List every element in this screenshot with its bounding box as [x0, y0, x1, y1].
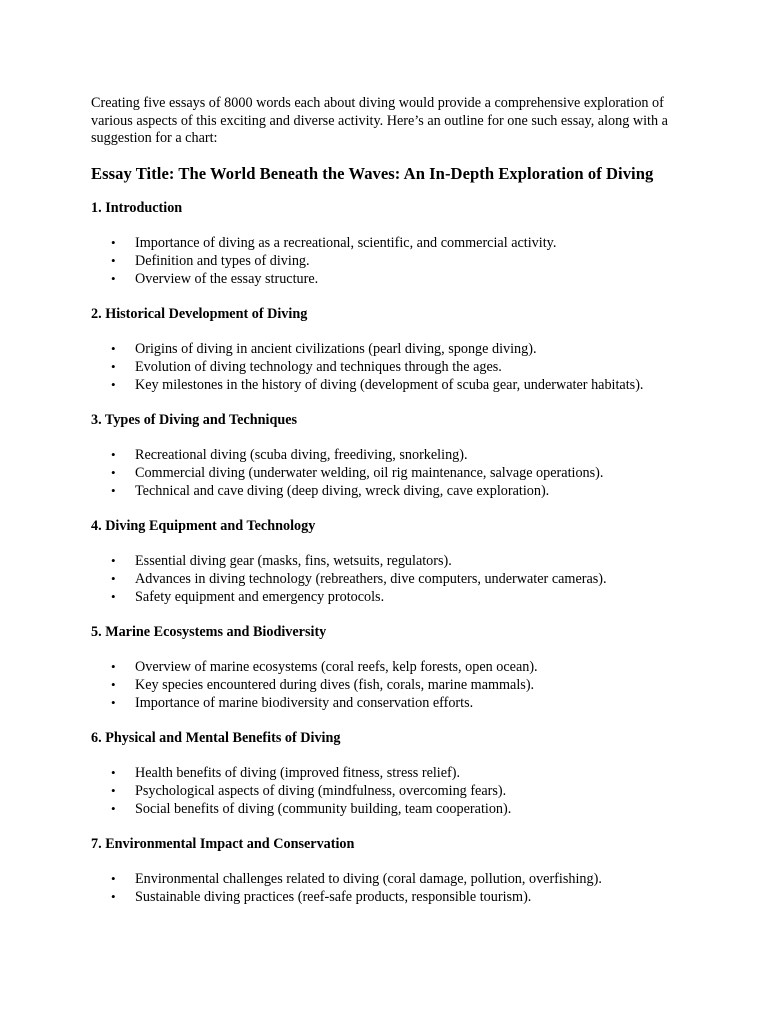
bullet-icon: • [111, 446, 116, 462]
outline-section [91, 411, 691, 500]
bullet-item [91, 676, 691, 694]
bullet-item [91, 464, 691, 482]
bullet-text: Origins of diving in ancient civilizations (pearl diving, sponge diving). [135, 340, 537, 357]
bullet-item [91, 446, 691, 464]
bullet-item [91, 658, 691, 676]
bullet-item [91, 782, 691, 800]
bullet-item [91, 570, 691, 588]
bullet-text: Evolution of diving technology and techniques through the ages. [135, 358, 502, 375]
bullet-item [91, 482, 691, 500]
bullet-item [91, 340, 691, 358]
bullet-text: Technical and cave diving (deep diving, wreck diving, cave exploration). [135, 482, 550, 499]
section-heading: 7. Environmental Impact and Conservation [91, 835, 355, 852]
bullet-list [91, 658, 691, 712]
bullet-item [91, 888, 691, 906]
outline-section [91, 835, 691, 906]
bullet-item [91, 764, 691, 782]
bullet-item [91, 588, 691, 606]
bullet-icon: • [111, 570, 116, 586]
bullet-icon: • [111, 270, 116, 286]
bullet-icon: • [111, 888, 116, 904]
bullet-list [91, 764, 691, 818]
bullet-list [91, 234, 691, 288]
bullet-icon: • [111, 694, 116, 710]
bullet-icon: • [111, 676, 116, 692]
section-heading: 2. Historical Development of Diving [91, 305, 308, 322]
section-heading: 3. Types of Diving and Techniques [91, 411, 298, 428]
bullet-text: Definition and types of diving. [135, 252, 310, 269]
bullet-text: Social benefits of diving (community building, team cooperation). [135, 800, 512, 817]
bullet-text: Essential diving gear (masks, fins, wetsuits, regulators). [135, 552, 452, 569]
bullet-item [91, 870, 691, 888]
outline-section [91, 305, 691, 394]
bullet-item [91, 800, 691, 818]
bullet-icon: • [111, 464, 116, 480]
bullet-item [91, 252, 691, 270]
bullet-item [91, 358, 691, 376]
bullet-text: Commercial diving (underwater welding, oil rig maintenance, salvage operations). [135, 464, 604, 481]
bullet-text: Health benefits of diving (improved fitness, stress relief). [135, 764, 461, 781]
bullet-text: Overview of the essay structure. [135, 270, 319, 287]
bullet-text: Importance of marine biodiversity and conservation efforts. [135, 694, 474, 711]
outline-section [91, 199, 691, 288]
bullet-list [91, 552, 691, 606]
bullet-icon: • [111, 588, 116, 604]
outline-section [91, 623, 691, 712]
bullet-text: Overview of marine ecosystems (coral reefs, kelp forests, open ocean). [135, 658, 538, 675]
bullet-icon: • [111, 870, 116, 886]
bullet-text: Key milestones in the history of diving (development of scuba gear, underwater habitats). [135, 376, 644, 393]
document-page [91, 95, 691, 906]
bullet-item [91, 234, 691, 252]
bullet-text: Psychological aspects of diving (mindfulness, overcoming fears). [135, 782, 507, 799]
bullet-list [91, 870, 691, 906]
bullet-icon: • [111, 552, 116, 568]
bullet-text: Safety equipment and emergency protocols. [135, 588, 385, 605]
bullet-list [91, 446, 691, 500]
bullet-icon: • [111, 800, 116, 816]
bullet-text: Environmental challenges related to diving (coral damage, pollution, overfishing). [135, 870, 602, 887]
bullet-item [91, 376, 691, 394]
intro-paragraph: Creating five essays of 8000 words each about diving would provide a comprehensive exploration of various aspects of this exciting and diverse activity. Here’s an outline for one such essay, along with a suggestion for a chart: [91, 95, 668, 146]
bullet-text: Key species encountered during dives (fish, corals, marine mammals). [135, 676, 535, 693]
bullet-item [91, 694, 691, 712]
bullet-text: Recreational diving (scuba diving, freediving, snorkeling). [135, 446, 468, 463]
bullet-item [91, 552, 691, 570]
bullet-icon: • [111, 782, 116, 798]
bullet-icon: • [111, 376, 116, 392]
bullet-item [91, 270, 691, 288]
bullet-text: Advances in diving technology (rebreathers, dive computers, underwater cameras). [135, 570, 607, 587]
bullet-icon: • [111, 658, 116, 674]
essay-title: Essay Title: The World Beneath the Waves: An In-Depth Exploration of Diving [91, 163, 654, 183]
bullet-icon: • [111, 358, 116, 374]
bullet-icon: • [111, 340, 116, 356]
bullet-icon: • [111, 234, 116, 250]
bullet-text: Sustainable diving practices (reef-safe products, responsible tourism). [135, 888, 532, 905]
section-heading: 4. Diving Equipment and Technology [91, 517, 316, 534]
outline-sections [91, 199, 691, 906]
bullet-icon: • [111, 252, 116, 268]
bullet-icon: • [111, 482, 116, 498]
bullet-icon: • [111, 764, 116, 780]
section-heading: 1. Introduction [91, 199, 183, 216]
section-heading: 6. Physical and Mental Benefits of Diving [91, 729, 341, 746]
bullet-text: Importance of diving as a recreational, scientific, and commercial activity. [135, 234, 557, 251]
section-heading: 5. Marine Ecosystems and Biodiversity [91, 623, 327, 640]
outline-section [91, 517, 691, 606]
bullet-list [91, 340, 691, 394]
outline-section [91, 729, 691, 818]
